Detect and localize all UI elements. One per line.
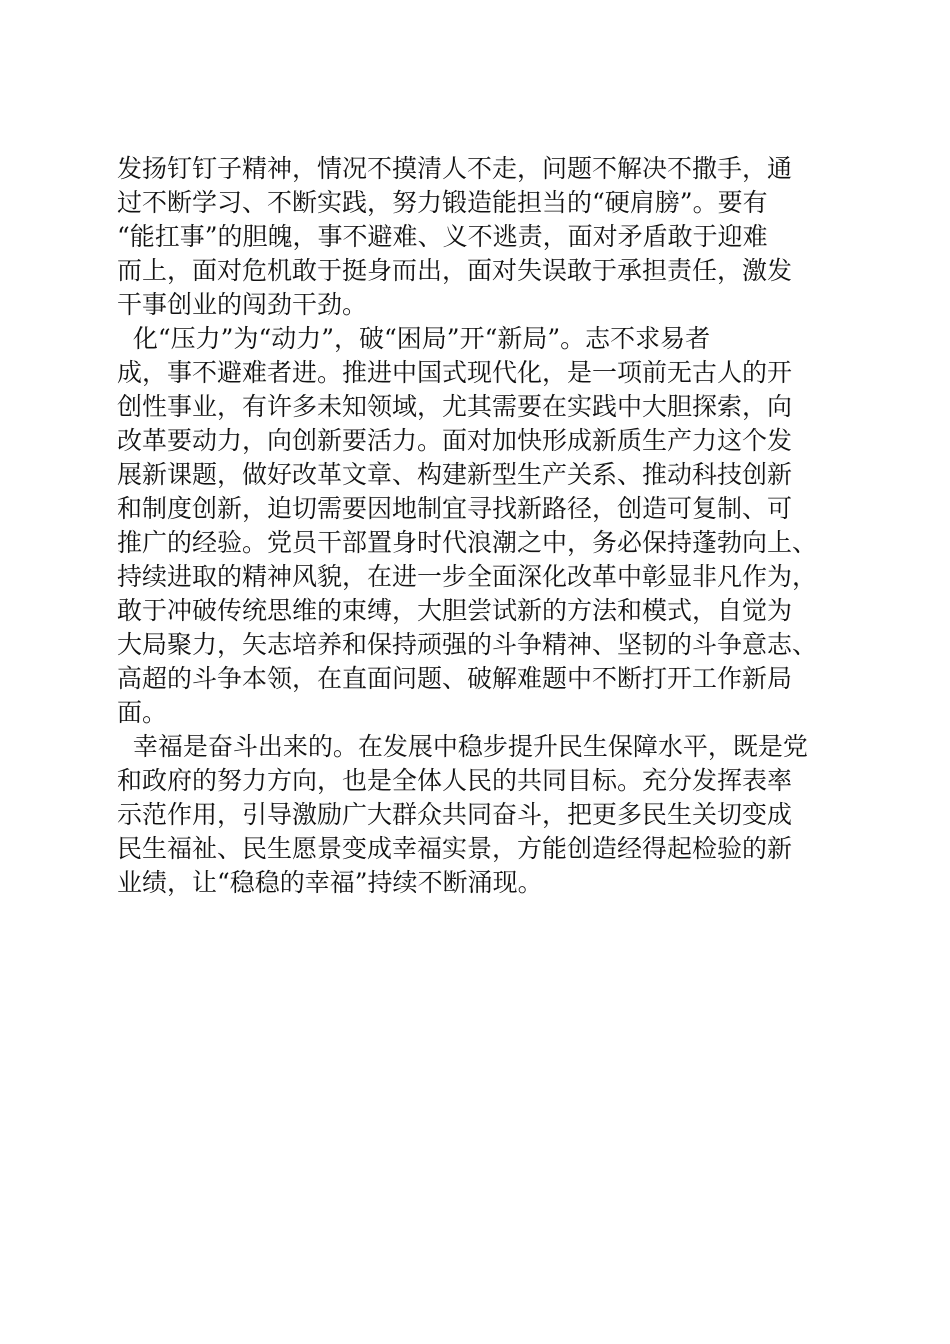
text-line: 干事创业的闯劲干劲。 bbox=[117, 290, 368, 319]
text-line: 化“压力”为“动力”，破“困局”开“新局”。志不求易者 bbox=[117, 324, 711, 353]
paragraph-2 bbox=[117, 322, 837, 730]
text-line: 展新课题，做好改革文章、构建新型生产关系、推动科技创新 bbox=[117, 460, 793, 489]
document-body bbox=[117, 152, 837, 900]
text-line: 创性事业，有许多未知领域，尤其需要在实践中大胆探索，向 bbox=[117, 392, 793, 421]
text-line: 大局聚力，矢志培养和保持顽强的斗争精神、坚韧的斗争意志、 bbox=[117, 630, 818, 659]
text-line: 而上，面对危机敢于挺身而出，面对失误敢于承担责任，激发 bbox=[117, 256, 793, 285]
text-line: 业绩，让“稳稳的幸福”持续不断涌现。 bbox=[117, 868, 543, 897]
paragraph-3 bbox=[117, 730, 837, 900]
text-line: 民生福祉、民生愿景变成幸福实景，方能创造经得起检验的新 bbox=[117, 834, 793, 863]
text-line: 成，事不避难者进。推进中国式现代化，是一项前无古人的开 bbox=[117, 358, 793, 387]
text-line: 和制度创新，迫切需要因地制宜寻找新路径，创造可复制、可 bbox=[117, 494, 793, 523]
text-line: 高超的斗争本领，在直面问题、破解难题中不断打开工作新局 bbox=[117, 664, 793, 693]
text-line: 幸福是奋斗出来的。在发展中稳步提升民生保障水平，既是党 bbox=[117, 732, 808, 761]
paragraph-1 bbox=[117, 152, 837, 322]
text-line: 过不断学习、不断实践，努力锻造能担当的“硬肩膀”。要有 bbox=[117, 188, 768, 217]
text-line: 面。 bbox=[117, 698, 168, 727]
text-line: 发扬钉钉子精神，情况不摸清人不走，问题不解决不撒手，通 bbox=[117, 154, 793, 183]
text-line: 敢于冲破传统思维的束缚，大胆尝试新的方法和模式，自觉为 bbox=[117, 596, 793, 625]
text-line: “能扛事”的胆魄，事不避难、义不逃责，面对矛盾敢于迎难 bbox=[117, 222, 768, 251]
text-line: 改革要动力，向创新要活力。面对加快形成新质生产力这个发 bbox=[117, 426, 793, 455]
text-line: 推广的经验。党员干部置身时代浪潮之中，务必保持蓬勃向上、 bbox=[117, 528, 818, 557]
text-line: 和政府的努力方向，也是全体人民的共同目标。充分发挥表率 bbox=[117, 766, 793, 795]
text-line: 持续进取的精神风貌，在进一步全面深化改革中彰显非凡作为， bbox=[117, 562, 818, 591]
text-line: 示范作用，引导激励广大群众共同奋斗，把更多民生关切变成 bbox=[117, 800, 793, 829]
